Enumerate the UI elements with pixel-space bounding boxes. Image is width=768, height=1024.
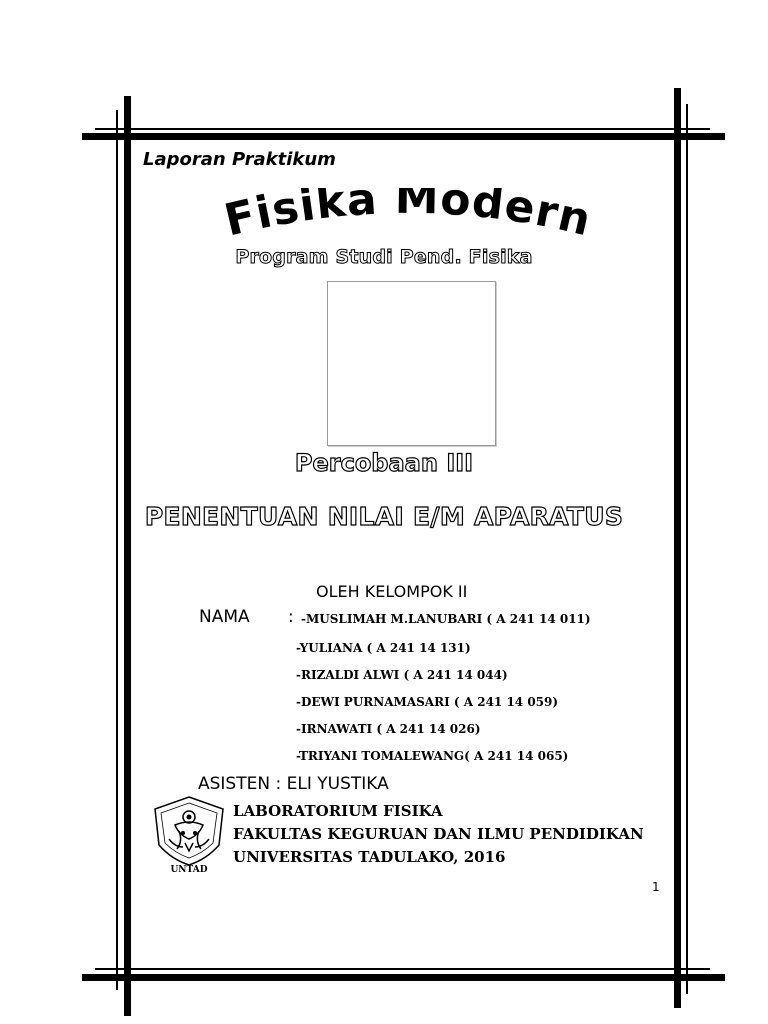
logo-text: UNTAD bbox=[170, 865, 208, 875]
border-right-thick bbox=[674, 88, 681, 1008]
border-right-thin bbox=[686, 104, 688, 994]
institution-line: UNIVERSITAS TADULAKO, 2016 bbox=[233, 848, 506, 866]
name-colon: : bbox=[288, 607, 294, 627]
member-name: -RIZALDI ALWI ( A 241 14 044) bbox=[296, 668, 508, 682]
university-logo bbox=[149, 795, 229, 875]
member-name: -YULIANA ( A 241 14 131) bbox=[296, 641, 471, 655]
experiment-title: PENENTUAN NILAI E/M APARATUS bbox=[144, 502, 624, 531]
assistant-label: ASISTEN bbox=[198, 774, 271, 794]
border-left-thin bbox=[116, 110, 118, 990]
main-title-text: Fisika Modern bbox=[219, 188, 597, 247]
border-left-thick bbox=[124, 96, 131, 1016]
institution-line: FAKULTAS KEGURUAN DAN ILMU PENDIDIKAN bbox=[233, 825, 644, 843]
program-study: Program Studi Pend. Fisika bbox=[235, 246, 533, 268]
page-number: 1 bbox=[652, 880, 660, 894]
member-name: -MUSLIMAH M.LANUBARI ( A 241 14 011) bbox=[301, 612, 591, 626]
assistant-separator: : bbox=[275, 774, 282, 794]
border-bottom-thin bbox=[95, 968, 710, 970]
assistant-line bbox=[198, 774, 389, 794]
border-top-thick bbox=[82, 133, 725, 140]
member-name: -IRNAWATI ( A 241 14 026) bbox=[296, 722, 481, 736]
member-name: -TRIYANI TOMALEWANG( A 241 14 065) bbox=[296, 749, 569, 763]
experiment-number: Percobaan III bbox=[294, 449, 474, 477]
institution-line: LABORATORIUM FISIKA bbox=[233, 802, 443, 820]
name-label: NAMA bbox=[199, 607, 250, 627]
border-top-thin bbox=[95, 128, 710, 130]
svg-text:Fisika Modern bbox=[220, 188, 597, 246]
report-subtitle: Laporan Praktikum bbox=[143, 149, 336, 170]
photo-placeholder bbox=[327, 281, 496, 446]
member-name: -DEWI PURNAMASARI ( A 241 14 059) bbox=[296, 695, 559, 709]
group-label: OLEH KELOMPOK II bbox=[316, 582, 468, 601]
border-bottom-thick bbox=[82, 974, 725, 981]
assistant-name: ELI YUSTIKA bbox=[286, 774, 389, 794]
